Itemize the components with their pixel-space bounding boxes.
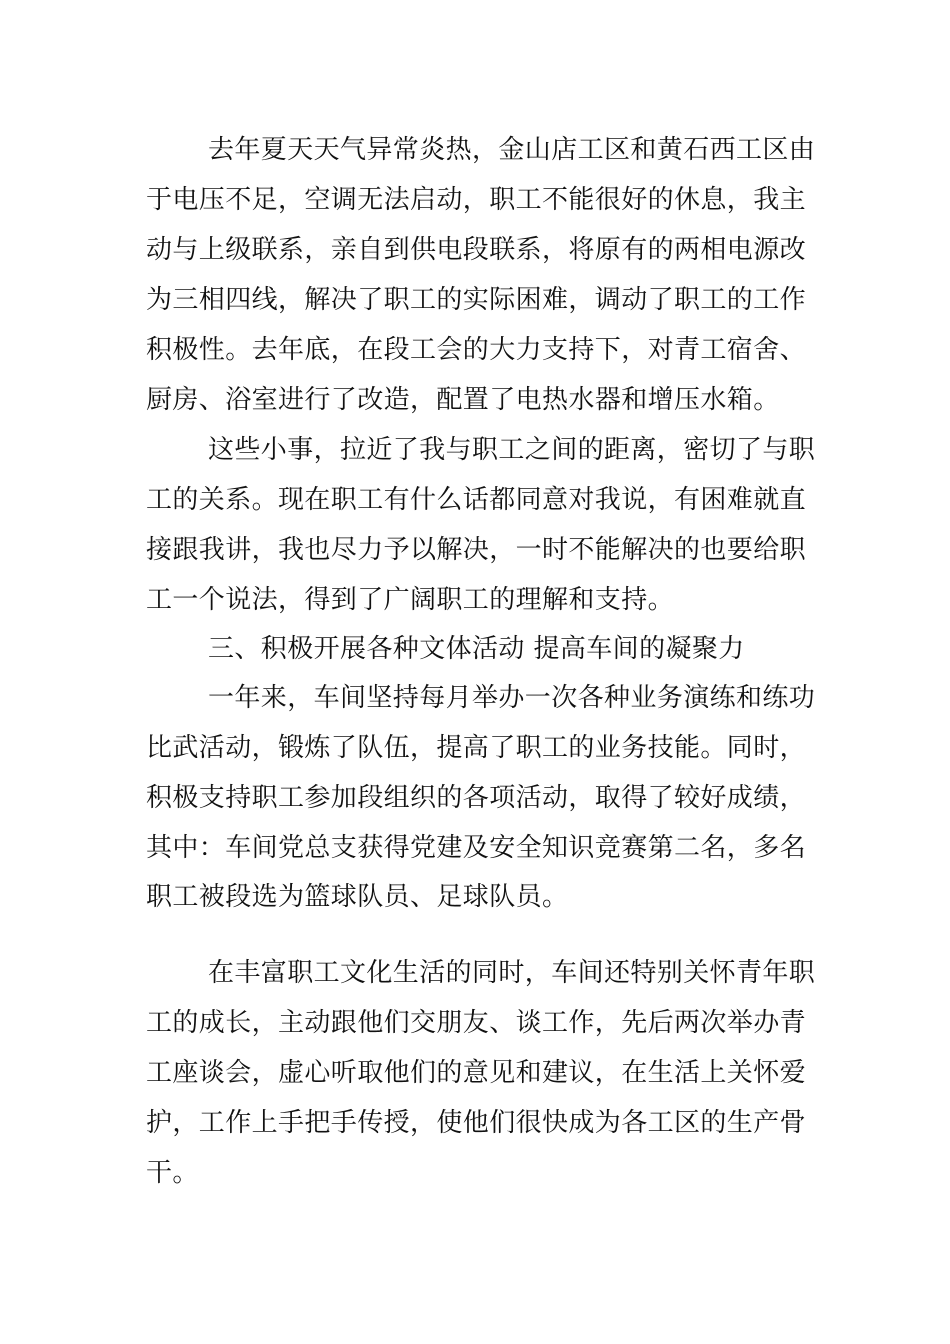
paragraph-line: 干。 bbox=[146, 1158, 199, 1188]
paragraph-line: 厨房、浴室进行了改造，配置了电热水器和增压水箱。 bbox=[146, 385, 780, 415]
section-heading: 三、积极开展各种文体活动 提高车间的凝聚力 bbox=[208, 634, 745, 664]
paragraph-line: 积极支持职工参加段组织的各项活动，取得了较好成绩， bbox=[146, 783, 807, 813]
paragraph-line: 于电压不足，空调无法启动，职工不能很好的休息，我主 bbox=[146, 185, 807, 215]
paragraph-line: 职工被段选为篮球队员、足球队员。 bbox=[146, 882, 569, 912]
paragraph-line: 这些小事，拉近了我与职工之间的距离，密切了与职 bbox=[208, 435, 816, 465]
paragraph-line: 去年夏天天气异常炎热，金山店工区和黄石西工区由 bbox=[208, 135, 816, 165]
paragraph-line: 工的成长，主动跟他们交朋友、谈工作，先后两次举办青 bbox=[146, 1008, 807, 1038]
paragraph-line: 接跟我讲，我也尽力予以解决，一时不能解决的也要给职 bbox=[146, 535, 807, 565]
paragraph-line: 工座谈会，虚心听取他们的意见和建议，在生活上关怀爱 bbox=[146, 1058, 807, 1088]
paragraph-line: 一年来，车间坚持每月举办一次各种业务演练和练功 bbox=[208, 683, 816, 713]
paragraph-line: 动与上级联系，亲自到供电段联系，将原有的两相电源改 bbox=[146, 235, 807, 265]
paragraph-line: 比武活动，锻炼了队伍，提高了职工的业务技能。同时， bbox=[146, 733, 807, 763]
paragraph-line: 工一个说法，得到了广阔职工的理解和支持。 bbox=[146, 585, 675, 615]
paragraph-line: 积极性。去年底，在段工会的大力支持下，对青工宿舍、 bbox=[146, 335, 807, 365]
paragraph-line: 在丰富职工文化生活的同时，车间还特别关怀青年职 bbox=[208, 958, 816, 988]
paragraph-line: 护，工作上手把手传授，使他们很快成为各工区的生产骨 bbox=[146, 1108, 807, 1138]
paragraph-line: 工的关系。现在职工有什么话都同意对我说，有困难就直 bbox=[146, 485, 807, 515]
paragraph-line: 为三相四线，解决了职工的实际困难，调动了职工的工作 bbox=[146, 285, 807, 315]
paragraph-line: 其中：车间党总支获得党建及安全知识竞赛第二名，多名 bbox=[146, 833, 807, 863]
